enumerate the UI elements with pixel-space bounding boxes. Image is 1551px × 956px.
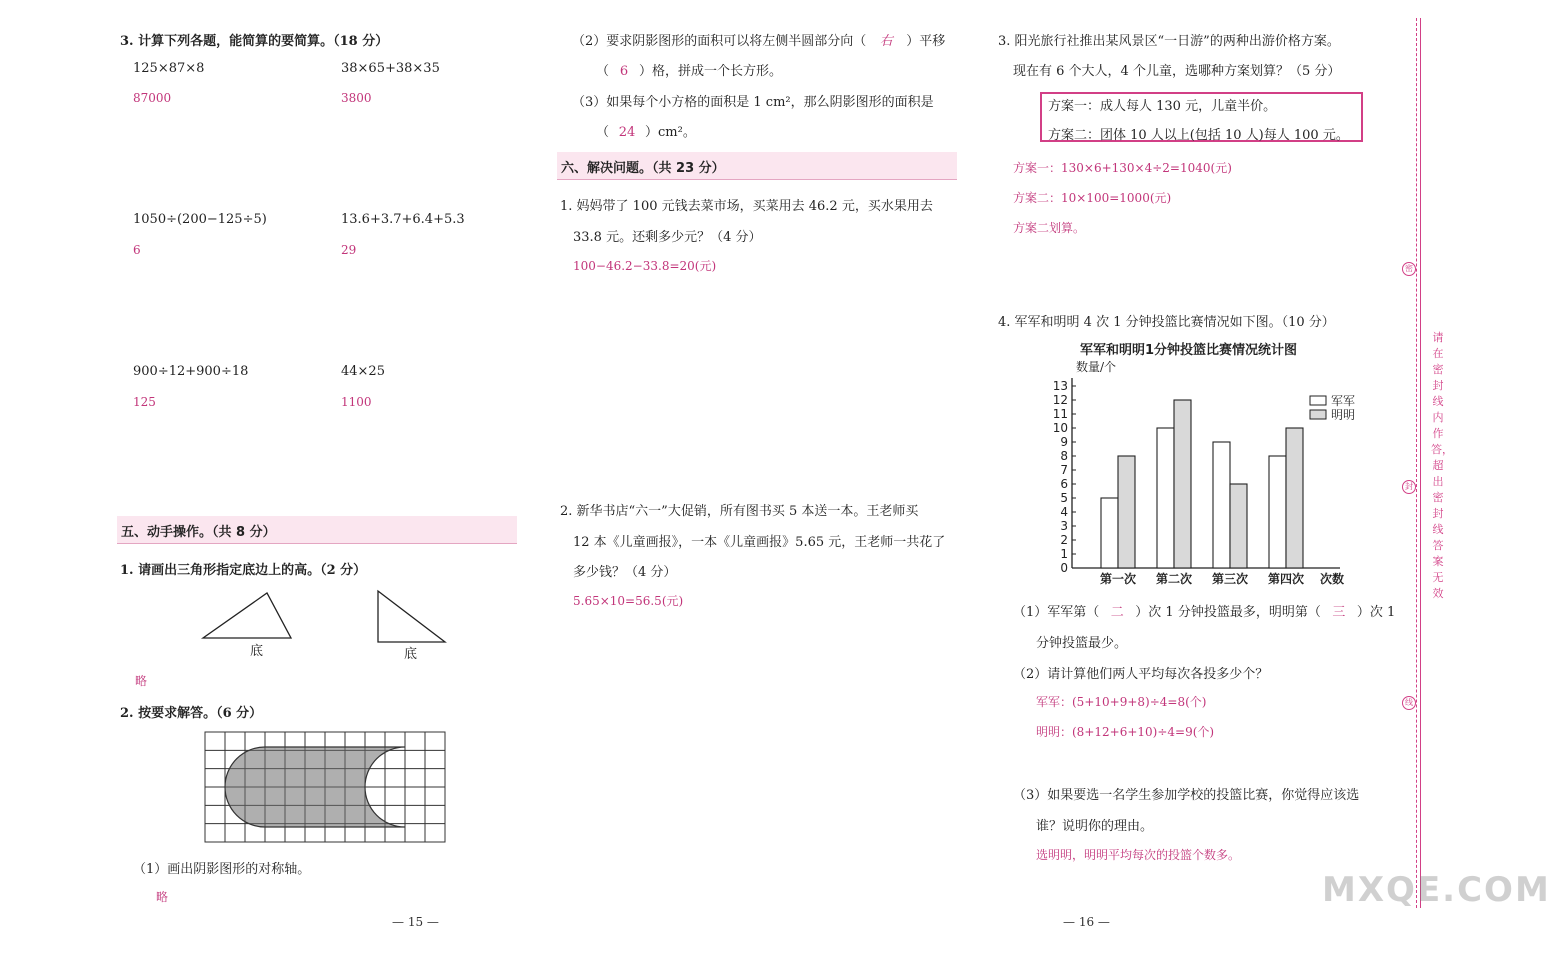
chart-ytick-label: 7 <box>1060 463 1068 477</box>
problem-2-line1: 2. 新华书店“六一”大促销，所有图书买 5 本送一本。王老师买 <box>560 504 919 519</box>
page-number-15: — 15 — <box>392 915 439 929</box>
problem-2-line2: 12 本《儿童画报》，一本《儿童画报》5.65 元，王老师一共花了 <box>573 535 946 550</box>
problem-1-line1: 1. 妈妈带了 100 元钱去菜市场，买菜用去 46.2 元，买水果用去 <box>560 199 933 214</box>
legend-label: 军军 <box>1331 394 1356 408</box>
seal-mark-3: 线 <box>1402 696 1416 710</box>
calc-ans-5: 125 <box>133 395 156 409</box>
problem-4-title: 4. 军军和明明 4 次 1 分钟投篮比赛情况如下图。（10 分） <box>998 315 1335 330</box>
chart-bar-jun <box>1213 442 1230 568</box>
q2-2-blank-cells[interactable]: 6 <box>619 64 629 79</box>
q1-answer: 略 <box>135 674 148 688</box>
q2-1-answer: 略 <box>156 890 169 904</box>
base-label-right: 底 <box>404 647 418 662</box>
calc-ans-4: 29 <box>341 243 357 257</box>
q2-2-line1 <box>572 30 945 49</box>
legend-swatch <box>1310 410 1326 419</box>
p4-1-text-c: ）次 1 <box>1356 605 1396 620</box>
chart-ytick-label: 3 <box>1060 519 1068 533</box>
q2-1-text: （1）画出阴影图形的对称轴。 <box>133 862 311 877</box>
watermark <box>1322 870 1551 910</box>
chart-ylabel: 数量/个 <box>1076 360 1117 374</box>
seal-mark-2: 封 <box>1402 480 1416 494</box>
q2-3-text-b: （ <box>596 125 610 140</box>
q2-3-text-c: ）cm²。 <box>645 125 696 140</box>
chart-bar-ming <box>1174 400 1191 568</box>
p4-1-blank-jun[interactable]: 二 <box>1110 605 1124 620</box>
calc-ans-3: 6 <box>133 243 141 257</box>
chart-bar-ming <box>1118 456 1135 568</box>
seal-mark-1: 密 <box>1402 262 1416 276</box>
q2-2-text-b: ）平移 <box>906 34 946 49</box>
chart-title: 军军和明明1分钟投篮比赛情况统计图 <box>1080 343 1298 358</box>
chart-ytick-label: 0 <box>1060 561 1068 575</box>
chart-ytick-label: 9 <box>1060 435 1068 449</box>
p4-1-text-b: ）次 1 分钟投篮最多，明明第（ <box>1135 605 1321 620</box>
p4-2-answer-jun: 军军：(5+10+9+8)÷4=8(个) <box>1036 695 1207 709</box>
plan-2-text: 方案二：团体 10 人以上(包括 10 人)每人 100 元。 <box>1048 128 1349 143</box>
section-5-header: 五、动手操作。（共 8 分） <box>117 516 517 544</box>
calc-expr-1: 125×87×8 <box>133 61 205 76</box>
chart-ytick-label: 1 <box>1060 547 1068 561</box>
problem-3-answer-3: 方案二划算。 <box>1013 221 1086 235</box>
calc-ans-1: 87000 <box>133 91 172 105</box>
problem-1-answer: 100−46.2−33.8=20(元) <box>573 259 717 273</box>
chart-ytick-label: 10 <box>1052 421 1068 435</box>
chart-bar-ming <box>1230 484 1247 568</box>
problem-3-answer-2: 方案二：10×100=1000(元) <box>1013 191 1172 205</box>
watermark-text: MXQE.COM <box>1322 870 1551 910</box>
problem-3-line1: 3. 阳光旅行社推出某风景区“一日游”的两种出游价格方案。 <box>998 34 1340 49</box>
grid-figure[interactable] <box>204 731 446 843</box>
q2-title: 2. 按要求解答。（6 分） <box>120 706 263 721</box>
p4-3-line1: （3）如果要选一名学生参加学校的投篮比赛，你觉得应该选 <box>1013 788 1360 803</box>
seal-dashed-line <box>1416 18 1417 908</box>
chart-xlabel: 次数 <box>1319 572 1344 586</box>
problem-1-line2: 33.8 元。还剩多少元？（4 分） <box>573 230 762 245</box>
q2-3-line1: （3）如果每个小方格的面积是 1 cm²，那么阴影图形的面积是 <box>572 95 934 110</box>
q2-2-text-c: （ <box>596 64 610 79</box>
p4-1-text-a: （1）军军第（ <box>1013 605 1100 620</box>
problem-2-answer: 5.65×10=56.5(元) <box>573 594 684 608</box>
problem-2-line3: 多少钱？（4 分） <box>573 565 677 580</box>
chart-ytick-label: 11 <box>1052 407 1068 421</box>
triangle-right[interactable] <box>378 591 445 642</box>
p4-1-blank-ming[interactable]: 三 <box>1332 605 1346 620</box>
chart-ytick-label: 12 <box>1052 393 1068 407</box>
section-6-header: 六、解决问题。（共 23 分） <box>557 152 957 180</box>
chart-xtick-label: 第四次 <box>1267 572 1305 586</box>
chart-ytick-label: 5 <box>1060 491 1068 505</box>
bar-chart <box>1040 372 1360 594</box>
chart-bar-jun <box>1101 498 1118 568</box>
calc-ans-6: 1100 <box>341 395 372 409</box>
q2-2-line2 <box>596 60 782 79</box>
q2-3-line2 <box>596 121 696 140</box>
chart-xtick-label: 第三次 <box>1211 572 1249 586</box>
chart-bar-ming <box>1286 428 1303 568</box>
chart-xtick-label: 第二次 <box>1155 572 1193 586</box>
chart-ytick-label: 6 <box>1060 477 1068 491</box>
base-label-left: 底 <box>250 644 264 659</box>
legend-label: 明明 <box>1331 408 1356 422</box>
plan-1-text: 方案一：成人每人 130 元，儿童半价。 <box>1048 99 1277 114</box>
chart-ytick-label: 2 <box>1060 533 1068 547</box>
chart-bar-jun <box>1269 456 1286 568</box>
chart-ytick-label: 4 <box>1060 505 1068 519</box>
p4-3-line2: 谁？说明你的理由。 <box>1036 819 1154 834</box>
problem-3-line2: 现在有 6 个大人，4 个儿童，选哪种方案划算？（5 分） <box>1013 64 1341 79</box>
triangle-left[interactable] <box>203 593 291 638</box>
p4-3-answer: 选明明，明明平均每次的投篮个数多。 <box>1036 848 1241 862</box>
calc-expr-2: 38×65+38×35 <box>341 61 440 76</box>
chart-bar-jun <box>1157 428 1174 568</box>
problem-3-answer-1: 方案一：130×6+130×4÷2=1040(元) <box>1013 161 1232 175</box>
page-number-16: — 16 — <box>1063 915 1110 929</box>
q3-title: 3. 计算下列各题，能简算的要简算。（18 分） <box>120 34 389 49</box>
seal-notice: 请在密封线内作答，超出密封线答案无效 <box>1431 331 1453 600</box>
chart-xtick-label: 第一次 <box>1099 572 1137 586</box>
p4-1-line2: 分钟投篮最少。 <box>1036 636 1128 651</box>
calc-ans-2: 3800 <box>341 91 372 105</box>
chart-ytick-label: 8 <box>1060 449 1068 463</box>
q2-2-text-a: （2）要求阴影图形的面积可以将左侧半圆部分向（ <box>572 34 867 49</box>
calc-expr-3: 1050÷(200−125÷5) <box>133 212 267 227</box>
p4-1-line1 <box>1013 601 1395 620</box>
p4-2-answer-ming: 明明：(8+12+6+10)÷4=9(个) <box>1036 725 1215 739</box>
calc-expr-6: 44×25 <box>341 364 385 379</box>
q1-title: 1. 请画出三角形指定底边上的高。（2 分） <box>120 563 367 578</box>
chart-ytick-label: 13 <box>1052 379 1068 393</box>
calc-expr-4: 13.6+3.7+6.4+5.3 <box>341 212 465 227</box>
seal-solid-line <box>1420 18 1421 908</box>
q2-2-blank-direction[interactable]: 右 <box>879 34 893 49</box>
legend-swatch <box>1310 396 1326 405</box>
calc-expr-5: 900÷12+900÷18 <box>133 364 249 379</box>
q2-2-text-d: ）格，拼成一个长方形。 <box>639 64 783 79</box>
p4-2-text: （2）请计算他们两人平均每次各投多少个？ <box>1013 667 1269 682</box>
q2-3-blank-area[interactable]: 24 <box>618 125 636 140</box>
